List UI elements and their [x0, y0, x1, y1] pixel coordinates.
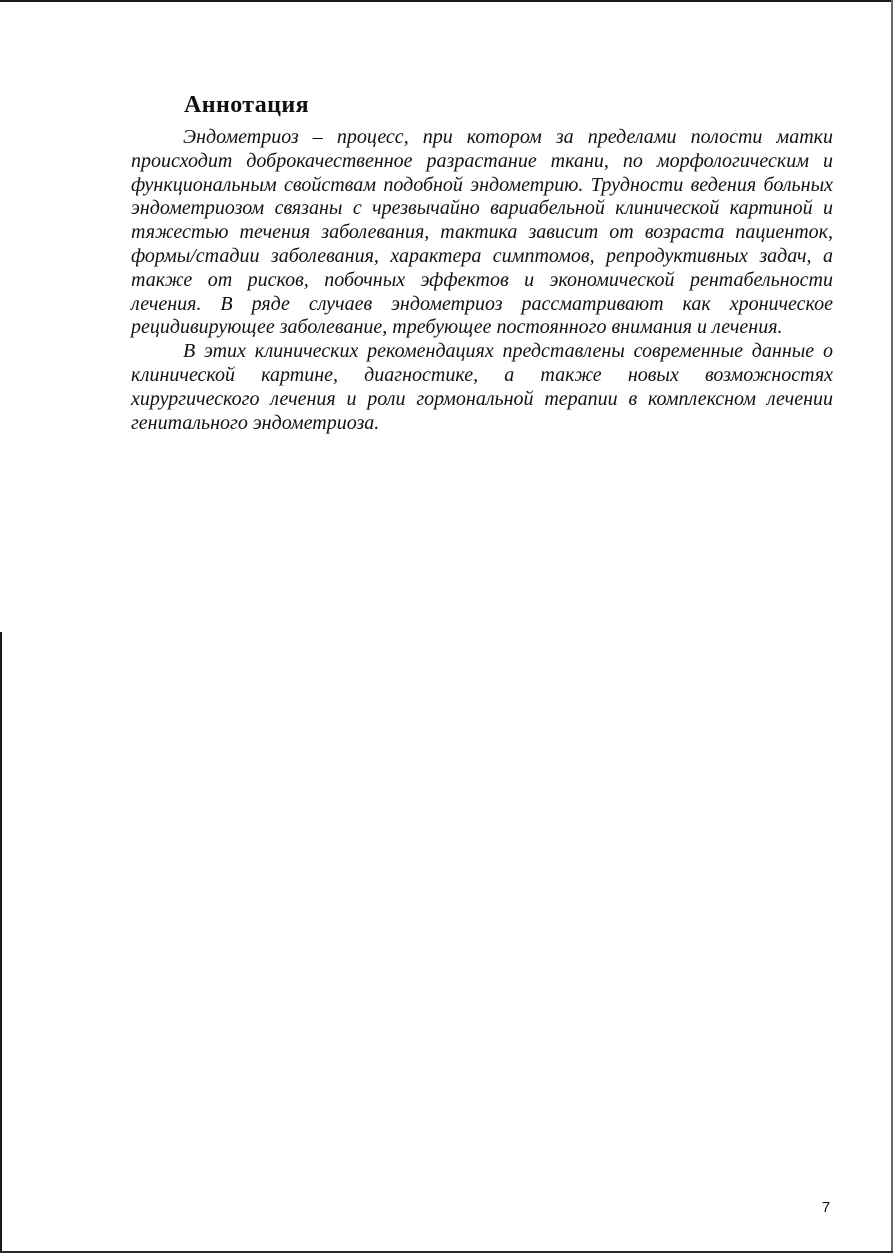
annotation-body	[131, 126, 833, 435]
scan-border-top	[0, 0, 893, 2]
scan-border-left	[0, 632, 2, 1253]
page-number: 7	[821, 1199, 831, 1216]
paragraph-1: Эндометриоз – процесс, при котором за пределами полости матки происходит доброкачественное разрастание ткани, по морфологическим и функциональным свойствам подобной эндометрию. Трудности ведения больных эндометриозом связаны с чрезвычайно вариабельной клинической картиной и тяжестью течения заболевания, тактика зависит от возраста пациенток, формы/стадии заболевания, характера симптомов, репродуктивных задач, а также от рисков, побочных эффектов и экономической рентабельности лечения. В ряде случаев эндометриоз рассматривают как хроническое рецидивирующее заболевание, требующее постоянного внимания и лечения.	[131, 126, 833, 339]
paragraph-2: В этих клинических рекомендациях представлены современные данные о клинической картине, диагностике, а также новых возможностях хирургического лечения и роли гормональной терапии в комплексном лечении генитального эндометриоза.	[131, 340, 833, 434]
page-title: Аннотация	[184, 92, 309, 118]
